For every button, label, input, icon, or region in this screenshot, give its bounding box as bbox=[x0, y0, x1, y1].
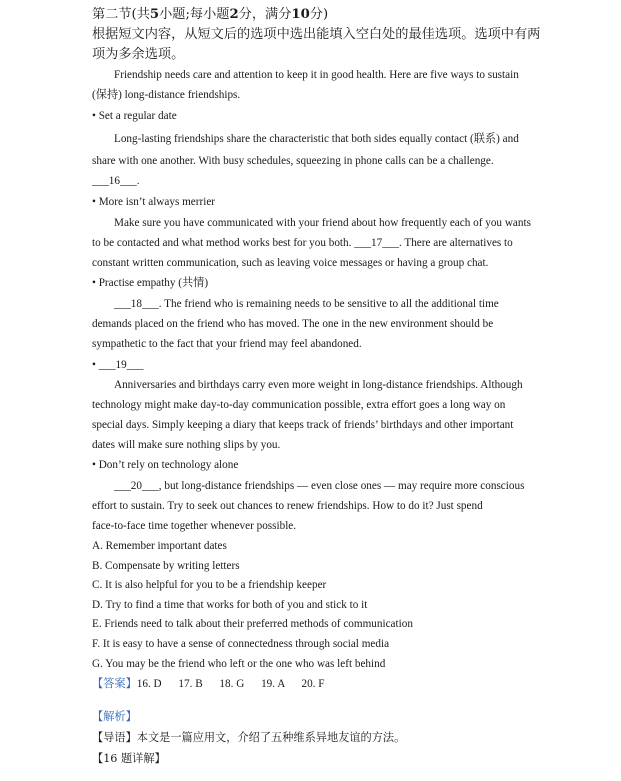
answer-line bbox=[92, 677, 324, 691]
option-d: D. Try to find a time that works for both of you and stick to it bbox=[92, 599, 368, 611]
option-c: C. It is also helpful for you to be a friendship keeper bbox=[92, 579, 327, 591]
option-e: E. Friends need to talk about their preferred methods of communication bbox=[92, 618, 413, 630]
paragraph-4-line-1: ___18___. The friend who is remaining needs to be sensitive to all the additional time bbox=[114, 298, 499, 310]
paragraph-5-line-2: technology might make day-to-day communication possible, extra effort goes a long way on bbox=[92, 399, 506, 411]
heading-blank-19: • ___19___ bbox=[92, 359, 144, 371]
option-g: G. You may be the friend who left or the one who was left behind bbox=[92, 658, 386, 670]
paragraph-6-line-3: face-to-face time together whenever possible. bbox=[92, 520, 297, 532]
heading-dont-rely-technology: • Don’t rely on technology alone bbox=[92, 459, 239, 471]
paragraph-3-line-3: constant written communication, such as leaving voice messages or having a group chat. bbox=[92, 257, 489, 269]
paragraph-1-line-1: Friendship needs care and attention to keep it in good health. Here are five ways to sustain bbox=[114, 69, 519, 81]
section-header bbox=[92, 6, 328, 24]
intro-label: 【导语】 bbox=[92, 731, 137, 744]
paragraph-3-line-1: Make sure you have communicated with your friend about how frequently each of you wants bbox=[114, 217, 531, 229]
analysis-label: 【解析】 bbox=[92, 710, 137, 723]
paragraph-5-line-4: dates will make sure nothing slips by you. bbox=[92, 439, 281, 451]
paragraph-5-line-1: Anniversaries and birthdays carry even more weight in long-distance friendships. Although bbox=[114, 379, 523, 391]
option-b: B. Compensate by writing letters bbox=[92, 560, 240, 572]
paragraph-5-line-3: special days. Simply keeping a diary that keeps track of friends’ birthdays and other important bbox=[92, 419, 514, 431]
paragraph-2-line-2: share with one another. With busy schedules, squeezing in phone calls can be a challenge. bbox=[92, 155, 494, 167]
section-header-post: 分) bbox=[309, 7, 329, 22]
section-header-count: 5 bbox=[149, 7, 160, 22]
section-header-points: 2 bbox=[229, 7, 239, 22]
paragraph-2-line-1: Long-lasting friendships share the characteristic that both sides equally contact (联系) and bbox=[114, 133, 519, 145]
instruction-line-2: 项为多余选项。 bbox=[92, 47, 185, 62]
section-header-mid1: 小题;每小题 bbox=[159, 7, 230, 22]
section-header-mid2: 分，满分 bbox=[238, 7, 292, 22]
answer-text: 16. D 17. B 18. G 19. A 20. F bbox=[136, 678, 325, 690]
blank-16: ___16___. bbox=[92, 175, 140, 187]
option-f: F. It is easy to have a sense of connectedness through social media bbox=[92, 638, 390, 650]
paragraph-3-line-2: to be contacted and what method works best for you both. ___17___. There are alternatives to bbox=[92, 237, 513, 249]
instruction-line-1: 根据短文内容，从短文后的选项中选出能填入空白处的最佳选项。选项中有两 bbox=[92, 27, 541, 42]
paragraph-6-line-1: ___20___, but long-distance friendships — even close ones — may require more conscious bbox=[114, 480, 525, 492]
paragraph-4-line-3: sympathetic to the fact that your friend may feel abandoned. bbox=[92, 338, 362, 350]
option-a: A. Remember important dates bbox=[92, 540, 227, 552]
section-header-total: 10 bbox=[291, 7, 310, 22]
answer-label: 【答案】 bbox=[92, 677, 137, 690]
paragraph-4-line-2: demands placed on the friend who has moved. The one in the new environment should be bbox=[92, 318, 494, 330]
q16-label: 【16 题详解】 bbox=[92, 752, 166, 765]
heading-more-not-merrier: • More isn’t always merrier bbox=[92, 196, 216, 208]
intro-line bbox=[92, 731, 405, 745]
section-header-pre: 第二节(共 bbox=[92, 7, 150, 22]
paragraph-6-line-2: effort to sustain. Try to seek out chances to renew friendships. How to do it? Just spend bbox=[92, 500, 483, 512]
heading-practise-empathy: • Practise empathy (共情) bbox=[92, 277, 209, 289]
paragraph-1-line-2: (保持) long-distance friendships. bbox=[92, 89, 241, 101]
intro-text: 本文是一篇应用文，介绍了五种维系异地友谊的方法。 bbox=[136, 731, 406, 744]
heading-set-regular-date: • Set a regular date bbox=[92, 110, 177, 122]
